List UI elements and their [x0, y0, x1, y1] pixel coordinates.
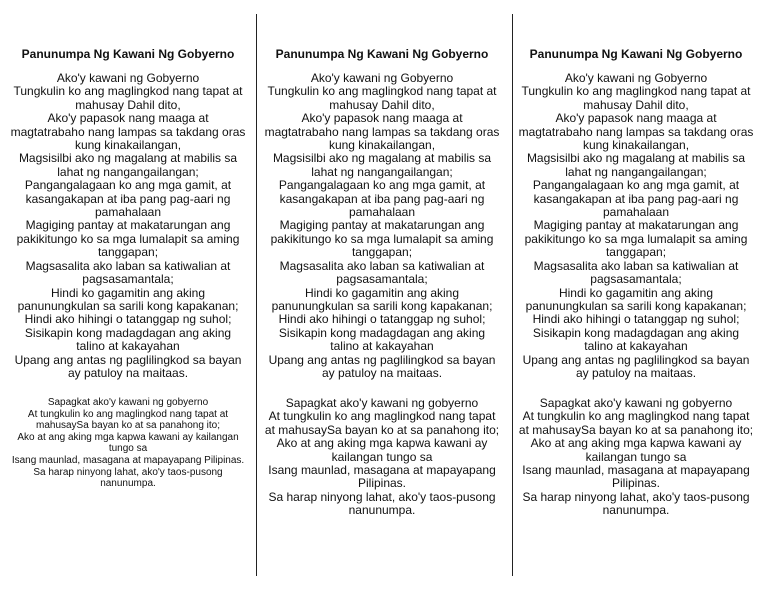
oath-title: Panunumpa Ng Kawani Ng Gobyerno [529, 47, 743, 61]
closing-line: Sapagkat ako'y kawani ng gobyerno [47, 397, 209, 408]
closing-line: Ako at ang aking mga kapwa kawani ay kailangan tungo sa [276, 436, 488, 464]
oath-line: Hindi ako hihingi o tatanggap ng suhol; [24, 312, 232, 327]
oath-line: Magsasalita ako laban sa katiwalian at pagsasamantala; [533, 258, 739, 287]
oath-line: Hindi ako hihingi o tatanggap ng suhol; [278, 312, 486, 327]
oath-line: Magiging pantay at makatarungan ang pakikitungo ko sa mga lumalapit sa aming tanggapan; [524, 218, 748, 260]
oath-line: Magiging pantay at makatarungan ang pakikitungo ko sa mga lumalapit sa aming tanggapan; [270, 218, 494, 260]
closing-stanza [518, 397, 754, 518]
oath-line: Upang ang antas ng paglilingkod sa bayan ay patuloy na maitaas. [14, 352, 242, 380]
oath-title: Panunumpa Ng Kawani Ng Gobyerno [21, 47, 235, 61]
oath-line: Pangangalagaan ko ang mga gamit, at kasangakapan at iba pang pag-aari ng pamahalaan [278, 178, 486, 220]
oath-line: Hindi ko gagamitin ang aking panunungkulan sa sarili kong kapakanan; [17, 285, 239, 313]
oath-line: Magiging pantay at makatarungan ang pakikitungo ko sa mga lumalapit sa aming tanggapan; [16, 218, 240, 260]
oath-line: Ako'y papasok nang maaga at magtatrabaho nang lampas sa takdang oras kung kinakailangan, [10, 111, 246, 153]
closing-line: Sapagkat ako'y kawani ng gobyerno [285, 396, 479, 410]
oath-line: Magsisilbi ako ng magalang at mabilis sa lahat ng nangangailangan; [18, 151, 238, 179]
closing-line: Sa harap ninyong lahat, ako'y taos-pusong nanunumpa. [33, 466, 223, 490]
oath-line: Hindi ko gagamitin ang aking panunungkulan sa sarili kong kapakanan; [271, 285, 493, 313]
closing-line: Sapagkat ako'y kawani ng gobyerno [539, 396, 733, 410]
column-divider-right [512, 14, 513, 576]
column-divider-left [256, 14, 257, 576]
oath-line: Sisikapin kong madagdagan ang aking talino at kakayahan [278, 325, 486, 354]
oath-line: Hindi ako hihingi o tatanggap ng suhol; [532, 312, 740, 327]
closing-line: Isang maunlad, masagana at mapayapang Pilipinas. [11, 454, 245, 466]
oath-line: Upang ang antas ng paglilingkod sa bayan ay patuloy na maitaas. [268, 352, 496, 380]
closing-line: Isang maunlad, masagana at mapayapang Pilipinas. [522, 463, 750, 491]
closing-stanza [264, 397, 500, 518]
closing-line: Sa harap ninyong lahat, ako'y taos-pusong nanunumpa. [268, 489, 496, 518]
oath-line: Magsasalita ako laban sa katiwalian at pagsasamantala; [25, 258, 231, 287]
oath-line: Ako'y papasok nang maaga at magtatrabaho nang lampas sa takdang oras kung kinakailangan, [264, 111, 500, 153]
oath-line: Pangangalagaan ko ang mga gamit, at kasangakapan at iba pang pag-aari ng pamahalaan [24, 178, 232, 220]
oath-title: Panunumpa Ng Kawani Ng Gobyerno [275, 47, 489, 61]
oath-line: Tungkulin ko ang maglingkod nang tapat at mahusay Dahil dito, [267, 84, 497, 112]
closing-line: At tungkulin ko ang maglingkod nang tapat at mahusaySa bayan ko at sa panahong ito; [27, 408, 229, 432]
oath-line: Sisikapin kong madagdagan ang aking talino at kakayahan [24, 325, 232, 354]
closing-line: At tungkulin ko ang maglingkod nang tapat at mahusaySa bayan ko at sa panahong ito; [264, 409, 500, 437]
oath-line: Magsisilbi ako ng magalang at mabilis sa lahat ng nangangailangan; [526, 151, 746, 179]
oath-line: Tungkulin ko ang maglingkod nang tapat at mahusay Dahil dito, [521, 84, 751, 112]
closing-line: Ako at ang aking mga kapwa kawani ay kailangan tungo sa [530, 436, 742, 464]
oath-line: Magsasalita ako laban sa katiwalian at pagsasamantala; [279, 258, 485, 287]
oath-line: Magsisilbi ako ng magalang at mabilis sa lahat ng nangangailangan; [272, 151, 492, 179]
closing-line: Sa harap ninyong lahat, ako'y taos-pusong nanunumpa. [522, 489, 750, 518]
oath-line: Ako'y papasok nang maaga at magtatrabaho nang lampas sa takdang oras kung kinakailangan, [518, 111, 754, 153]
oath-stanza [264, 72, 500, 380]
oath-line: Sisikapin kong madagdagan ang aking talino at kakayahan [532, 325, 740, 354]
closing-stanza [10, 397, 246, 490]
oath-line: Ako'y kawani ng Gobyerno [56, 71, 200, 85]
oath-stanza [10, 72, 246, 380]
oath-line: Tungkulin ko ang maglingkod nang tapat at mahusay Dahil dito, [13, 84, 243, 112]
oath-line: Upang ang antas ng paglilingkod sa bayan ay patuloy na maitaas. [522, 352, 750, 380]
closing-line: Isang maunlad, masagana at mapayapang Pilipinas. [268, 463, 496, 491]
oath-line: Pangangalagaan ko ang mga gamit, at kasangakapan at iba pang pag-aari ng pamahalaan [532, 178, 740, 220]
oath-line: Ako'y kawani ng Gobyerno [310, 71, 454, 85]
closing-line: At tungkulin ko ang maglingkod nang tapat at mahusaySa bayan ko at sa panahong ito; [518, 409, 754, 437]
oath-stanza [518, 72, 754, 380]
oath-line: Ako'y kawani ng Gobyerno [564, 71, 708, 85]
oath-line: Hindi ko gagamitin ang aking panunungkulan sa sarili kong kapakanan; [525, 285, 747, 313]
closing-line: Ako at ang aking mga kapwa kawani ay kailangan tungo sa [17, 431, 239, 455]
